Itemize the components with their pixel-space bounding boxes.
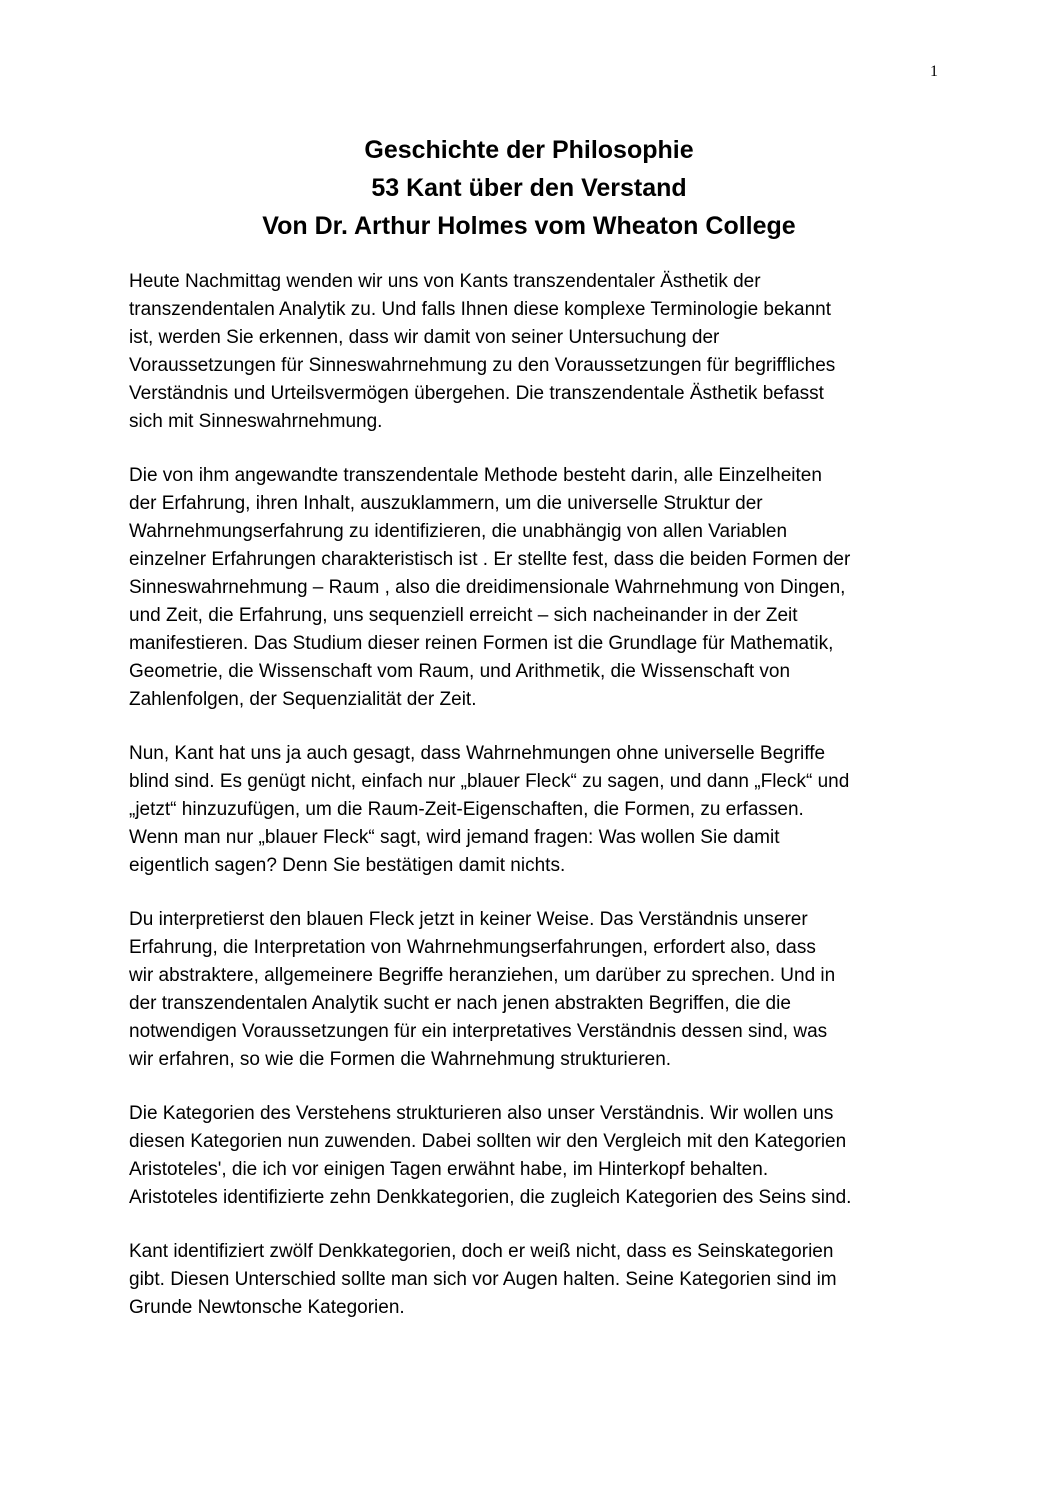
text-line: der transzendentalen Analytik sucht er nach jenen abstrakten Begriffen, die die [129,993,791,1014]
text-line: Aristoteles', die ich vor einigen Tagen erwähnt habe, im Hinterkopf behalten. [129,1159,769,1180]
text-line: Sinneswahrnehmung – Raum , also die dreidimensionale Wahrnehmung von Dingen, [129,577,846,598]
text-line: sich mit Sinneswahrnehmung. [129,411,383,432]
text-line: wir erfahren, so wie die Formen die Wahrnehmung strukturieren. [129,1049,672,1070]
paragraph-1 [129,268,943,436]
text-line: wir abstraktere, allgemeinere Begriffe heranziehen, um darüber zu sprechen. Und in [129,965,836,986]
title-line-author: Von Dr. Arthur Holmes vom Wheaton College [262,212,796,240]
text-line: ist, werden Sie erkennen, dass wir damit von seiner Untersuchung der [129,327,720,348]
text-line: transzendentalen Analytik zu. Und falls Ihnen diese komplexe Terminologie bekannt [129,299,832,320]
title-line-lecture: 53 Kant über den Verstand [371,174,687,202]
text-line: Aristoteles identifizierte zehn Denkkategorien, die zugleich Kategorien des Seins sind. [129,1187,852,1208]
paragraph-5 [129,1100,943,1212]
text-line: diesen Kategorien nun zuwenden. Dabei sollten wir den Vergleich mit den Kategorien [129,1131,847,1152]
text-line: eigentlich sagen? Denn Sie bestätigen damit nichts. [129,855,566,876]
text-line: Die Kategorien des Verstehens strukturieren also unser Verständnis. Wir wollen uns [129,1103,834,1124]
paragraph-2 [129,462,943,714]
paragraph-6 [129,1238,943,1322]
text-line: Grunde Newtonsche Kategorien. [129,1297,405,1318]
text-line: Verständnis und Urteilsvermögen übergehen. Die transzendentale Ästhetik befasst [129,383,824,404]
paragraph-3 [129,740,943,880]
text-line: Heute Nachmittag wenden wir uns von Kants transzendentaler Ästhetik der [129,271,761,292]
text-line: Nun, Kant hat uns ja auch gesagt, dass Wahrnehmungen ohne universelle Begriffe [129,743,826,764]
text-line: „jetzt“ hinzuzufügen, um die Raum-Zeit-Eigenschaften, die Formen, zu erfassen. [129,799,804,820]
text-line: Wenn man nur „blauer Fleck“ sagt, wird jemand fragen: Was wollen Sie damit [129,827,780,848]
title-line-series: Geschichte der Philosophie [364,136,694,164]
body-text [129,268,943,1348]
text-line: Geometrie, die Wissenschaft vom Raum, und Arithmetik, die Wissenschaft von [129,661,791,682]
text-line: notwendigen Voraussetzungen für ein interpretatives Verständnis dessen sind, was [129,1021,828,1042]
document-title [120,131,938,245]
text-line: Erfahrung, die Interpretation von Wahrnehmungserfahrungen, erfordert also, dass [129,937,816,958]
page-number: 1 [930,63,938,80]
text-line: und Zeit, die Erfahrung, uns sequenziell erreicht – sich nacheinander in der Zeit [129,605,798,626]
paragraph-4 [129,906,943,1074]
text-line: gibt. Diesen Unterschied sollte man sich vor Augen halten. Seine Kategorien sind im [129,1269,837,1290]
text-line: Die von ihm angewandte transzendentale Methode besteht darin, alle Einzelheiten [129,465,822,486]
text-line: Wahrnehmungserfahrung zu identifizieren, die unabhängig von allen Variablen [129,521,788,542]
text-line: Zahlenfolgen, der Sequenzialität der Zeit. [129,689,477,710]
text-line: Voraussetzungen für Sinneswahrnehmung zu den Voraussetzungen für begriffliches [129,355,836,376]
text-line: einzelner Erfahrungen charakteristisch ist . Er stellte fest, dass die beiden Formen der [129,549,851,570]
text-line: Du interpretierst den blauen Fleck jetzt in keiner Weise. Das Verständnis unserer [129,909,808,930]
text-line: der Erfahrung, ihren Inhalt, auszuklammern, um die universelle Struktur der [129,493,763,514]
text-line: blind sind. Es genügt nicht, einfach nur „blauer Fleck“ zu sagen, und dann „Fleck“ und [129,771,850,792]
text-line: manifestieren. Das Studium dieser reinen Formen ist die Grundlage für Mathematik, [129,633,834,654]
text-line: Kant identifiziert zwölf Denkkategorien, doch er weiß nicht, dass es Seinskategorien [129,1241,834,1262]
